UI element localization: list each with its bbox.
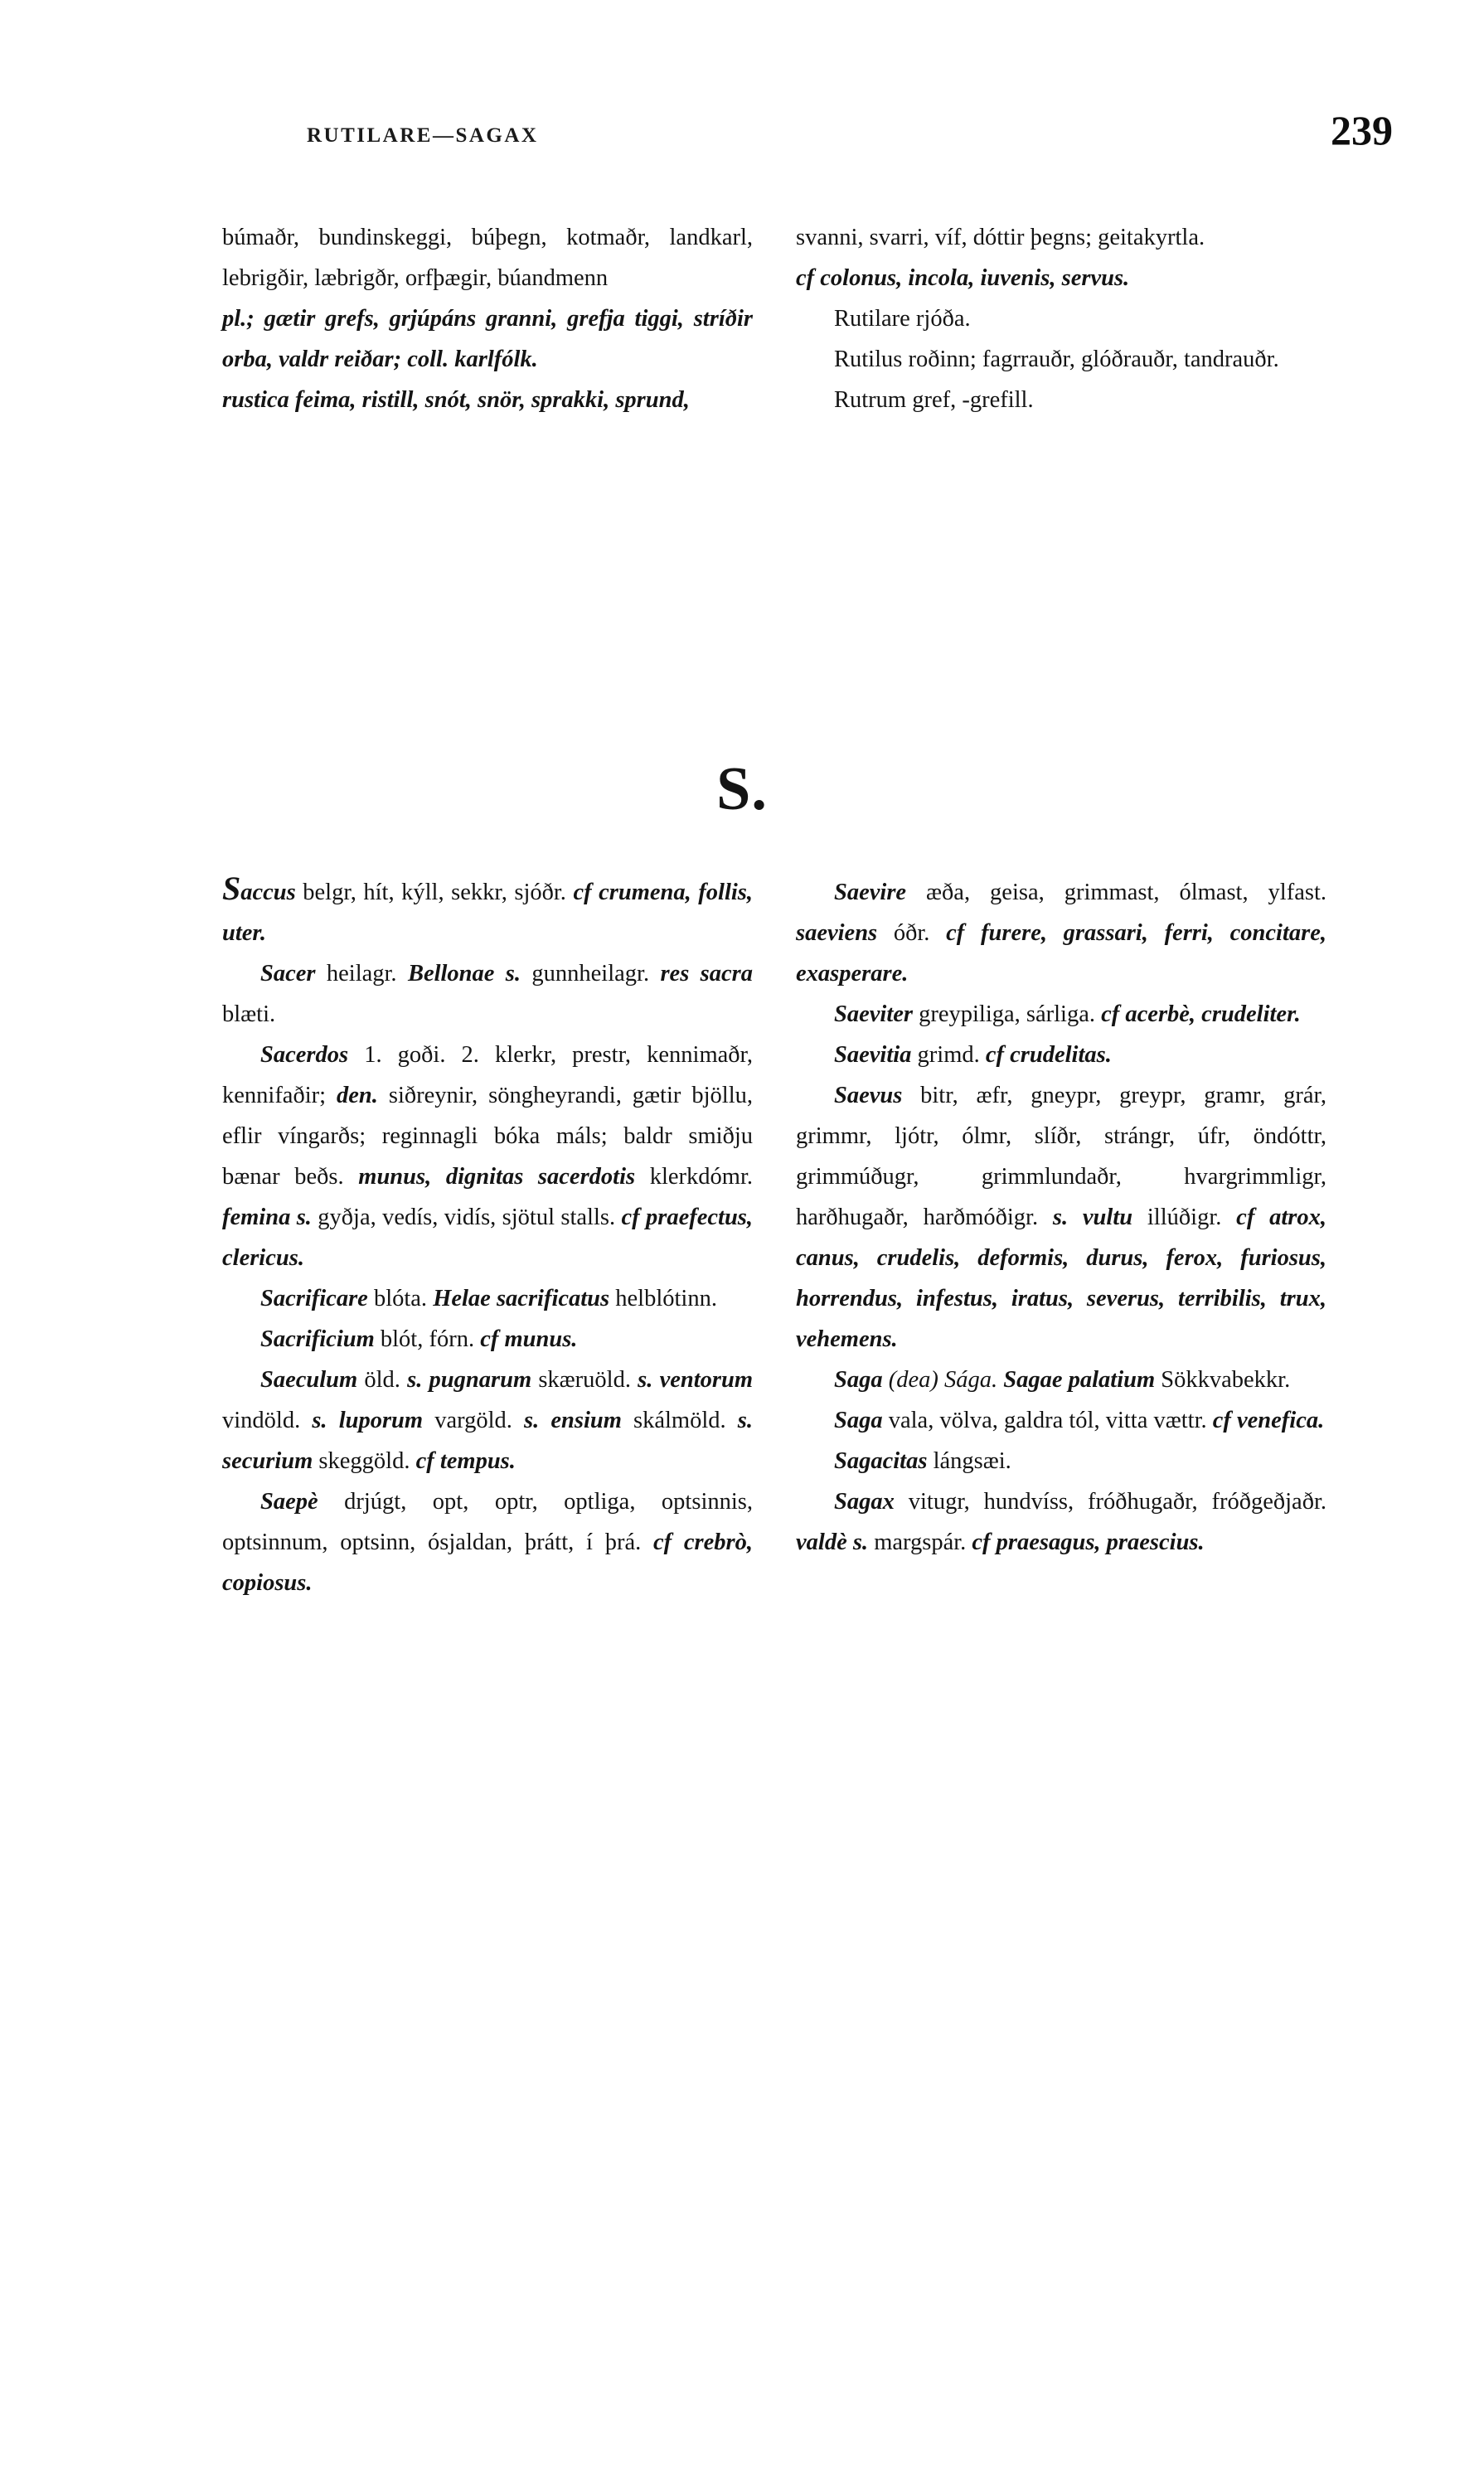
entry-body: vala, völva, galdra tól, vitta vættr. [882,1408,1213,1433]
entry-saevire [796,872,1326,994]
entry-body: æða, geisa, grimmast, ólmast, ylfast. [906,880,1326,905]
latin-gloss: cf crudelitas. [985,1042,1112,1068]
headword: Saga [834,1408,883,1433]
latin-gloss: rustica feima, ristill, snót, snör, sprakki, sprund, [222,387,690,413]
latin-gloss: cf furere, grassari, ferri, concitare, exasperare. [796,920,1327,987]
entry-body: belgr, hít, kýll, sekkr, sjóðr. [295,880,574,905]
entry-body: bitr, æfr, gneypr, greypr, gramr, grár, grimmr, ljótr, ólmr, slíðr, strángr, úfr, öndóttr, grimmúðugr, grimmlundaðr, hvargrimmligr, harðhugaðr, harðmóðigr. [796,1083,1326,1230]
entry-body: gyðja, vedís, vidís, sjötul stalls. [311,1205,622,1230]
latin-gloss: res sacra [660,961,754,987]
entry-body: grimd. [911,1042,986,1068]
headword: Saepè [260,1489,318,1515]
entry-sacer [222,953,753,1035]
page-number: 239 [1331,107,1393,153]
latin-gloss: cf crumena, follis, uter. [222,880,753,946]
top-right-column [796,217,1326,420]
headword: Sacerdos [260,1042,349,1068]
entry [796,380,1326,420]
paragraph [796,258,1326,298]
entry-body: klerkdómr. [635,1164,753,1190]
entry-sacrificare [222,1278,753,1319]
headword: Saga [834,1367,883,1393]
right-column [796,872,1326,1563]
latin-gloss: pl.; gætir grefs, grjúpáns granni, grefja tiggi, stríðir orba, valdr reiðar; coll. karlfólk. [222,306,753,372]
latin-gloss: cf atrox, canus, crudelis, deformis, durus, ferox, furiosus, horrendus, infestus, iratus, severus, terribilis, trux, vehemens. [796,1205,1326,1352]
entry-body: skeggöld. [313,1448,416,1474]
headword: Saevus [834,1083,903,1108]
entry-body: blót, fórn. [374,1326,481,1352]
latin-gloss: s. ensium [524,1408,622,1433]
latin-gloss: s. securium [222,1408,753,1474]
entry-text: Rutrum gref, -grefill. [834,387,1034,413]
dropcap-s: S [222,870,241,907]
entry-body: blóta. [367,1286,434,1311]
entry-body: vargöld. [423,1408,525,1433]
entry-body: margspár. [868,1530,972,1555]
entry-body: 1. goði. 2. klerkr, prestr, kennimaðr, kennifaðir; [222,1042,753,1108]
paragraph [222,298,753,380]
running-title: RUTILARE—SAGAX [307,124,539,147]
latin-gloss: munus, dignitas sacerdotis [358,1164,636,1190]
entry-saeculum [222,1360,753,1481]
latin-gloss: den. [337,1083,378,1108]
latin-gloss: valdè s. [796,1530,869,1555]
entry-body: öld. [357,1367,408,1393]
latin-gloss: saeviens [796,920,878,946]
entry-body: vitugr, hundvíss, fróðhugaðr, fróðgeðjaðr. [894,1489,1326,1515]
entry-saccus [222,872,753,953]
headword: Sacrificium [260,1326,375,1352]
headword: Saeviter [834,1001,913,1027]
entry-text: Rutilus roðinn; fagrrauðr, glóðrauðr, tandrauðr. [834,347,1279,372]
latin-gloss: cf tempus. [415,1448,516,1474]
entry-body: greypiliga, sárliga. [912,1001,1102,1027]
entry-saevus [796,1075,1326,1360]
paragraph [222,380,753,420]
headword: Sagacitas [834,1448,928,1474]
top-left-column [222,217,753,420]
latin-gloss: s. luporum [312,1408,424,1433]
entry-body: blæti. [222,1001,276,1027]
headword: Saevire [834,880,907,905]
entry [796,339,1326,380]
entry-body: skæruöld. [531,1367,638,1393]
entry-body: vindöld. [222,1408,313,1433]
entry-saevitia [796,1035,1326,1075]
headword: Saevitia [834,1042,912,1068]
entry-body: heilagr. [315,961,408,987]
latin-gloss: cf crebrò, copiosus. [222,1530,753,1596]
entry-sagacitas [796,1441,1326,1481]
entry-body: (dea) Sága. [882,1367,1004,1393]
latin-gloss: cf acerbè, crudeliter. [1101,1001,1301,1027]
entry-sagax [796,1481,1326,1563]
latin-gloss: cf praefectus, clericus. [222,1205,754,1271]
entry-saeviter [796,994,1326,1035]
page-header [0,107,1484,166]
headword: Sacrificare [260,1286,368,1311]
entry-saga [796,1400,1326,1441]
entry-body: helblótinn. [609,1286,717,1311]
paragraph: búmaðr, bundinskeggi, búþegn, kotmaðr, landkarl, lebrigðir, læbrigðr, orfþægir, búandmenn [222,225,753,291]
entry-body: siðreynir, söngheyrandi, gætir bjöllu, eflir víngarðs; reginnagli bóka máls; baldr smiðju bænar beðs. [222,1083,753,1190]
latin-gloss: femina s. [222,1205,312,1230]
entry-body: gunnheilagr. [521,961,661,987]
entry-body: illúðigr. [1132,1205,1237,1230]
latin-gloss: cf venefica. [1212,1408,1325,1433]
latin-gloss: s. vultu [1052,1205,1133,1230]
entry-body: lángsæi. [927,1448,1011,1474]
latin-gloss: Sagae palatium [1003,1367,1156,1393]
entry [796,298,1326,339]
entry-body: óðr. [877,920,947,946]
headword: Sagax [834,1489,895,1515]
left-column [222,872,753,1603]
entry-saepe [222,1481,753,1603]
latin-gloss: Helae sacrificatus [433,1286,610,1311]
entry-body: drjúgt, opt, optr, optliga, optsinnis, optsinnum, optsinn, ósjaldan, þrátt, í þrá. [222,1489,753,1555]
latin-gloss: cf colonus, incola, iuvenis, servus. [796,265,1130,291]
headword: accus [240,880,296,905]
section-letter-heading: S. [716,755,768,823]
latin-gloss: cf praesagus, praescius. [972,1530,1205,1555]
paragraph: svanni, svarri, víf, dóttir þegns; geitakyrtla. [796,225,1205,250]
latin-gloss: cf munus. [480,1326,578,1352]
entry-body: Sökkvabekkr. [1155,1367,1291,1393]
entry-sacrificium [222,1319,753,1360]
latin-gloss: s. pugnarum [407,1367,532,1393]
headword: Saeculum [260,1367,358,1393]
entry-body: skálmöld. [621,1408,738,1433]
latin-gloss: s. ventorum [638,1367,753,1393]
entry-text: Rutilare rjóða. [834,306,971,332]
latin-gloss: Bellonae s. [407,961,521,987]
entry-saga-dea [796,1360,1326,1400]
headword: Sacer [260,961,316,987]
entry-sacerdos [222,1035,753,1278]
